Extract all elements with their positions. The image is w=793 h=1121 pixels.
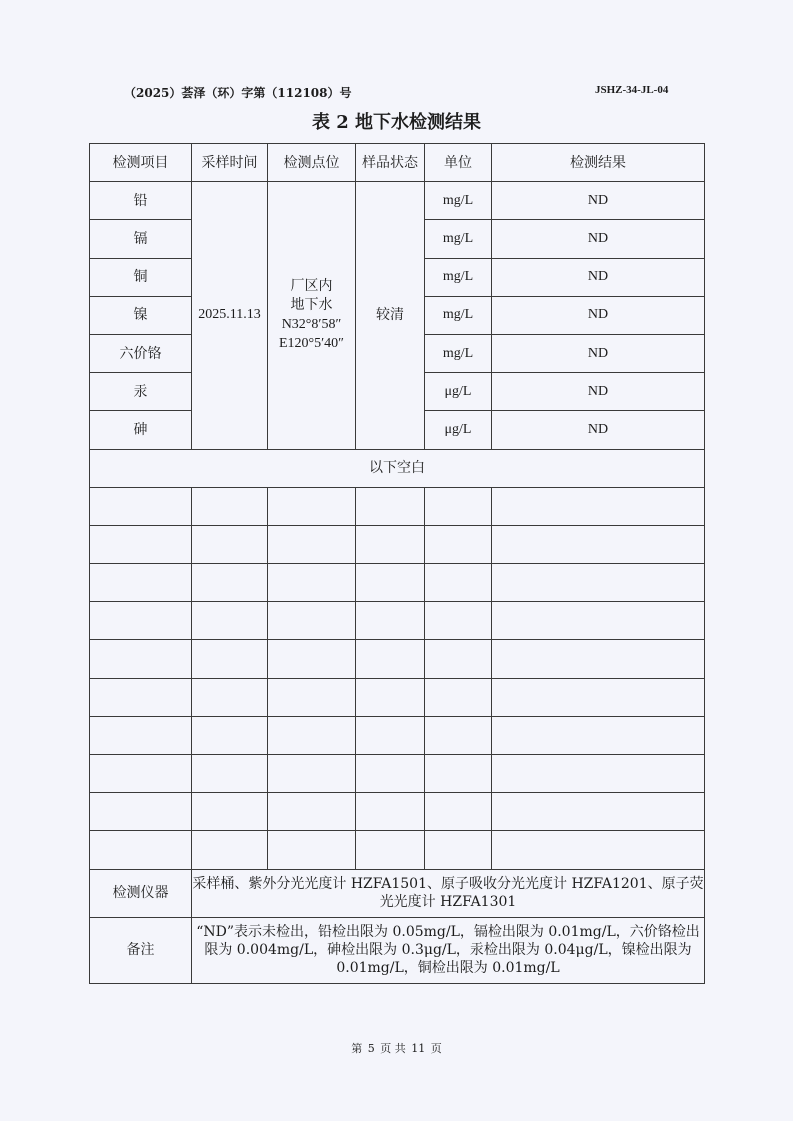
item-cell: 铜 [90,258,192,296]
instrument-row [90,869,705,917]
item-cell: 镉 [90,220,192,258]
col-header-unit: 单位 [425,144,492,182]
location-longitude: E120°5′40″ [278,336,345,352]
instrument-label: 检测仪器 [90,869,192,917]
col-header-item: 检测项目 [90,144,192,182]
result-cell: ND [492,182,705,220]
item-cell: 六价铬 [90,334,192,372]
result-cell: ND [492,334,705,372]
sample-state-cell: 较清 [356,182,425,449]
empty-row [90,716,705,754]
col-header-location: 检测点位 [268,144,356,182]
page-number: 5 [367,1042,375,1055]
col-header-result: 检测结果 [492,144,705,182]
page-footer [0,1040,793,1056]
footer-suffix: 页 [430,1042,442,1055]
table-title: 表 2 地下水检测结果 [311,112,482,133]
location-line: 厂区内 [290,278,333,295]
blank-note-row [90,449,705,487]
unit-cell: μg/L [425,373,492,411]
unit-cell: mg/L [425,296,492,334]
item-cell: 铅 [90,182,192,220]
groundwater-results-table [89,143,705,984]
unit-cell: mg/L [425,182,492,220]
location-latitude: N32°8′58″ [281,317,342,333]
result-cell: ND [492,296,705,334]
item-cell: 汞 [90,373,192,411]
unit-cell: μg/L [425,411,492,449]
empty-row [90,640,705,678]
item-cell: 砷 [90,411,192,449]
table-row [90,182,705,220]
location-line: 地下水 [290,297,333,314]
unit-cell: mg/L [425,334,492,372]
sample-time-cell: 2025.11.13 [192,182,268,449]
unit-cell: mg/L [425,258,492,296]
empty-row [90,793,705,831]
result-cell: ND [492,411,705,449]
footer-middle: 页 共 [380,1042,406,1055]
empty-row [90,755,705,793]
remark-row [90,917,705,983]
remark-label: 备注 [90,917,192,983]
empty-row [90,564,705,602]
empty-row [90,487,705,525]
empty-row [90,831,705,869]
empty-row [90,678,705,716]
result-cell: ND [492,220,705,258]
location-cell [268,182,356,449]
empty-row [90,602,705,640]
result-cell: ND [492,373,705,411]
remark-text: “ND”表示未检出，铅检出限为 0.05mg/L，镉检出限为 0.01mg/L，六价铬检出限为 0.004mg/L，砷检出限为 0.3μg/L，汞检出限为 0.04μg/L，镍检出限为 0.01mg/L，铜检出限为 0.01mg/L [192,917,705,983]
unit-cell: mg/L [425,220,492,258]
report-number: （2025）荟泽（环）字第（112108）号 [124,86,352,100]
footer-prefix: 第 [351,1042,363,1055]
blank-note: 以下空白 [90,449,705,487]
result-cell: ND [492,258,705,296]
col-header-time: 采样时间 [192,144,268,182]
item-cell: 镍 [90,296,192,334]
empty-row [90,525,705,563]
table-header-row [90,144,705,182]
instrument-text: 采样桶、紫外分光光度计 HZFA1501、原子吸收分光光度计 HZFA1201、原子荧光光度计 HZFA1301 [192,869,705,917]
page-total: 11 [411,1042,426,1055]
col-header-state: 样品状态 [356,144,425,182]
form-code: JSHZ-34-JL-04 [595,84,669,96]
